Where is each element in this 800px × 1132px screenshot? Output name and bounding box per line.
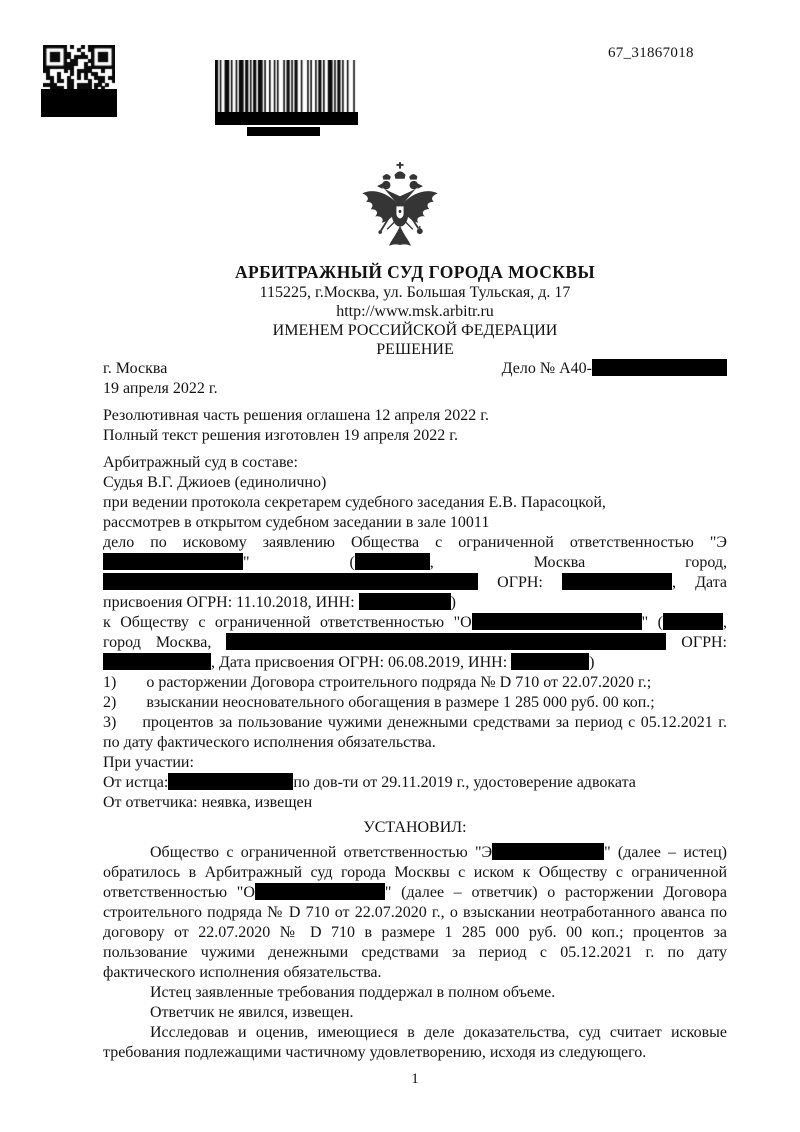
body-line <box>103 713 727 753</box>
redaction-bar <box>492 843 604 860</box>
text-run: " (далее – истец) обратилось в Арбитражный суд города Москвы с иском к Обществу с ограниченной ответственностью "О <box>103 844 728 901</box>
text-run: , Москва город, <box>429 554 728 571</box>
text-run: УСТАНОВИЛ: <box>363 819 467 836</box>
redaction-bar <box>592 359 727 376</box>
body-line <box>103 453 727 473</box>
text-run: процентов за пользование чужими денежными средствами за период с 05.12.2021 г. по дату фактического исполнения обязательства. <box>103 714 727 751</box>
text-run: От истца: <box>103 774 169 791</box>
vertical-gap <box>103 446 727 453</box>
redaction-bar <box>663 613 723 630</box>
qr-redaction-bar <box>41 89 117 117</box>
document-body <box>103 359 727 1063</box>
body-line <box>103 426 727 446</box>
court-url: http://www.msk.arbitr.ru <box>336 303 494 320</box>
text-run: ) <box>450 594 456 611</box>
redaction-bar <box>355 553 430 570</box>
text-run: Истец заявленные требования поддержал в полном объеме. <box>150 984 556 1001</box>
redaction-bar <box>562 573 672 590</box>
page-number: 1 <box>411 1071 419 1087</box>
redaction-bar <box>472 613 642 630</box>
redaction-bar <box>103 553 243 570</box>
body-line <box>103 513 727 533</box>
text-run: Ответчик не явился, извещен. <box>150 1004 354 1021</box>
text-run: Резолютивная часть решения оглашена 12 апреля 2022 г. <box>103 407 489 424</box>
redaction-bar <box>226 633 666 650</box>
text-run: 2) <box>103 694 117 711</box>
document-content <box>0 262 800 1088</box>
text-run: Судья В.Г. Джиоев (единолично) <box>103 474 327 491</box>
body-line <box>103 406 727 426</box>
text-run: " ( <box>641 614 663 631</box>
row-left <box>103 359 167 379</box>
text-run: Полный текст решения изготовлен 19 апреля 2022 г. <box>103 427 459 444</box>
body-line <box>103 673 727 693</box>
text-run: ОГРН: <box>666 634 727 651</box>
text-run: Общество с ограниченной ответственностью "Э <box>150 844 493 861</box>
qr-code <box>43 45 115 117</box>
decision-title: РЕШЕНИЕ <box>376 341 454 358</box>
body-line <box>103 983 727 1003</box>
text-run: ) <box>589 654 595 671</box>
text-run: , Дата присвоения ОГРН: 06.08.2019, ИНН: <box>211 654 512 671</box>
body-line <box>103 793 727 813</box>
document-number: 67_31867018 <box>608 45 694 61</box>
barcode-number-redaction-bar <box>247 127 320 136</box>
body-line <box>103 1003 727 1023</box>
text-run: о расторжении Договора строительного подряда № D 710 от 22.07.2020 г.; <box>146 674 652 691</box>
redaction-bar <box>255 883 385 900</box>
body-line <box>103 753 727 773</box>
barcode-image <box>215 60 358 112</box>
text-run: при ведении протокола секретарем судебного заседания Е.В. Парасоцкой, <box>103 494 606 511</box>
coat-of-arms-icon <box>354 162 446 258</box>
in-name-of-line: ИМЕНЕМ РОССИЙСКОЙ ФЕДЕРАЦИИ <box>272 322 558 339</box>
redaction-bar <box>103 653 211 670</box>
redaction-bar <box>103 573 478 590</box>
text-run: 3) <box>103 714 117 731</box>
body-line <box>103 473 727 493</box>
barcode-redaction-bar <box>215 112 358 125</box>
body-line <box>103 1023 727 1063</box>
body-line <box>103 533 727 613</box>
body-line <box>103 379 727 399</box>
barcode <box>215 60 358 138</box>
body-line <box>103 693 727 713</box>
text-run: При участии: <box>103 754 194 771</box>
body-line <box>103 493 727 513</box>
text-run: г. Москва <box>103 360 168 377</box>
text-run: " (далее – ответчик) о расторжении Договора строительного подряда № D 710 от 22.07.2020 г., о взыскании неотработанного аванса по договору от 22.07.2020 № D 710 в размере 1 285 000 руб. 00 коп.; процентов за пользование чужими денежными средствами за период с 05.12.2021 г. по дату фактического исполнения обязательства. <box>103 884 727 981</box>
text-run: 1) <box>103 674 117 691</box>
text-run: , Дата присвоения ОГРН: 11.10.2018, ИНН: <box>103 574 728 611</box>
body-line <box>103 843 727 983</box>
vertical-gap <box>103 399 727 406</box>
text-run: 19 апреля 2022 г. <box>103 380 218 397</box>
text-run: От ответчика: неявка, извещен <box>103 794 313 811</box>
court-address: 115225, г.Москва, ул. Большая Тульская, д. 17 <box>259 284 571 301</box>
court-name: АРБИТРАЖНЫЙ СУД ГОРОДА МОСКВЫ <box>234 262 596 282</box>
redaction-bar <box>359 593 451 610</box>
text-run: по дов-ти от 29.11.2019 г., удостоверение адвоката <box>293 774 636 791</box>
text-run: дело по исковому заявлению Общества с ограниченной ответственностью "Э <box>103 534 727 551</box>
text-run: ОГРН: <box>478 574 562 591</box>
court-header <box>103 262 727 359</box>
text-run: Арбитражный суд в составе: <box>103 454 298 471</box>
body-line <box>103 773 727 793</box>
text-run: Исследовав и оценив, имеющиеся в деле доказательства, суд считает исковые требования подлежащими частичному удовлетворению, исходя из следующего. <box>103 1024 727 1061</box>
text-run: взыскании неосновательного обогащения в размере 1 285 000 руб. 00 коп.; <box>146 694 655 711</box>
redaction-bar <box>168 773 293 790</box>
text-run: к Обществу с ограниченной ответственностью "О <box>103 614 472 631</box>
body-line <box>103 613 727 673</box>
text-run: рассмотрев в открытом судебном заседании в зале 10011 <box>103 514 490 531</box>
text-run: , город Москва, <box>103 614 727 651</box>
text-run: " ( <box>243 554 355 571</box>
redaction-bar <box>511 653 589 670</box>
body-line <box>103 359 727 379</box>
text-run: Дело № А40- <box>501 360 592 377</box>
body-line <box>103 818 727 838</box>
row-right <box>502 359 727 379</box>
